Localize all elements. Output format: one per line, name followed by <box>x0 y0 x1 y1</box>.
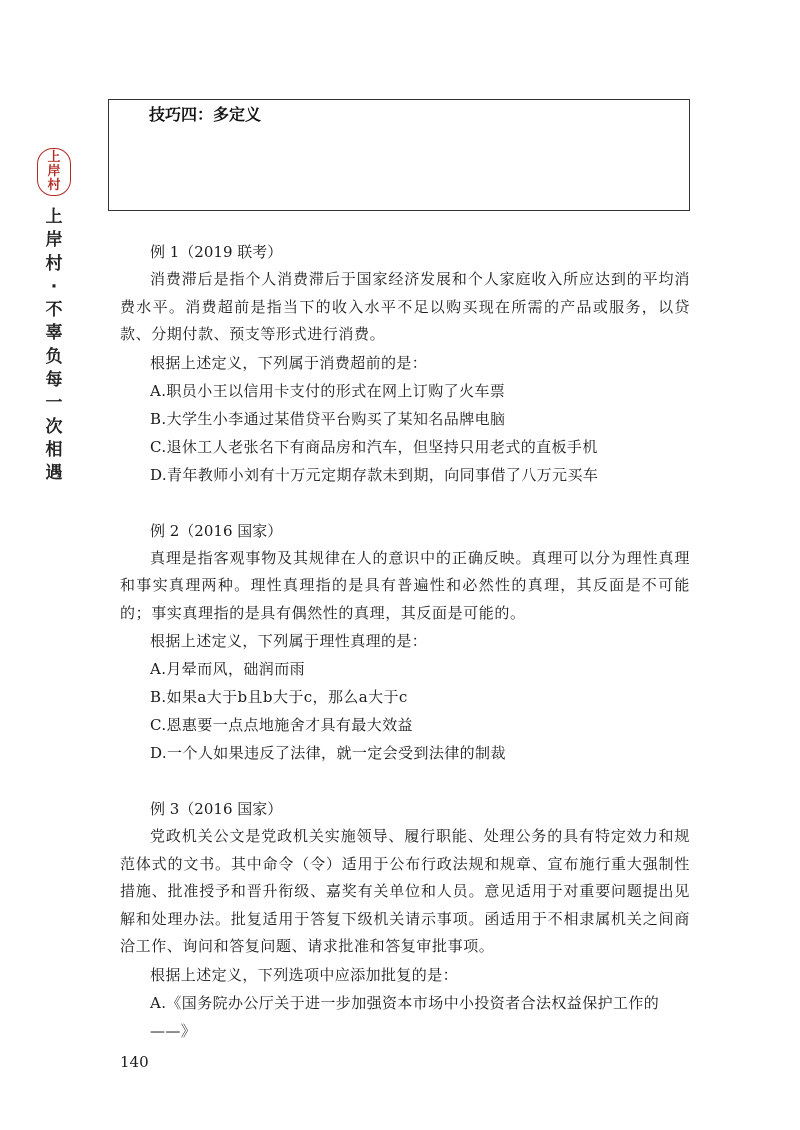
example-3 <box>120 795 690 1045</box>
seal-char: 村 <box>47 178 61 193</box>
example-question: 根据上述定义，下列选项中应添加批复的是： <box>150 965 459 984</box>
example-heading: 例 2（2016 国家） <box>150 521 283 540</box>
slogan-char: · <box>50 276 58 297</box>
seal-char: 岸 <box>47 164 61 179</box>
example-question: 根据上述定义，下列属于消费超前的是： <box>150 353 428 372</box>
option-a: A.月晕而风，础润而雨 <box>150 660 306 678</box>
slogan-char: 不 <box>45 300 63 321</box>
slogan-char: 一 <box>45 393 63 414</box>
example-paragraph: 党政机关公文是党政机关实施领导、履行职能、处理公务的具有特定效力和规范体式的文书。其中命令（令）适用于公布行政法规和规章、宣布施行重大强制性措施、批准授予和晋升衔级、嘉奖有关单位和人员。意见适用于对重要问题提出见解和处理办法。批复适用于答复下级机关请示事项。函适用于不相隶属机关之间商洽工作、询问和答复问题、请求批准和答复审批事项。 <box>120 827 690 955</box>
main-content <box>120 238 690 1073</box>
example-1 <box>120 238 690 489</box>
slogan-char: 负 <box>45 346 63 367</box>
example-question: 根据上述定义，下列属于理性真理的是： <box>150 632 428 650</box>
technique-title: 技巧四：多定义 <box>149 105 262 124</box>
technique-box <box>108 99 690 211</box>
slogan-char: 每 <box>45 370 63 391</box>
slogan-char: 遇 <box>45 463 63 484</box>
page-number: 140 <box>120 1053 149 1071</box>
example-paragraph: 真理是指客观事物及其规律在人的意识中的正确反映。真理可以分为理性真理和事实真理两种。理性真理指的是具有普遍性和必然性的真理，其反面是不可能的；事实真理指的是具有偶然性的真理，其反面是可能的。 <box>120 548 690 622</box>
example-2 <box>120 517 690 768</box>
vertical-slogan <box>46 206 63 486</box>
slogan-char: 岸 <box>45 230 63 251</box>
seal-logo <box>37 148 71 196</box>
option-b: B.大学生小李通过某借贷平台购买了某知名品牌电脑 <box>150 409 506 428</box>
option-a: A.职员小王以信用卡支付的形式在网上订购了火车票 <box>150 381 506 400</box>
slogan-char: 上 <box>45 207 63 227</box>
option-d: D.一个人如果违反了法律，就一定会受到法律的制裁 <box>150 744 506 762</box>
option-a: A.《国务院办公厅关于进一步加强资本市场中小投资者合法权益保护工作的——》 <box>150 993 660 1040</box>
sidebar-brand <box>34 148 74 486</box>
option-d: D.青年教师小刘有十万元定期存款未到期，向同事借了八万元买车 <box>150 465 599 484</box>
option-c: C.退休工人老张名下有商品房和汽车，但坚持只用老式的直板手机 <box>150 437 598 456</box>
example-heading: 例 1（2019 联考） <box>150 243 283 261</box>
example-paragraph: 消费滞后是指个人消费滞后于国家经济发展和个人家庭收入所应达到的平均消费水平。消费超前是指当下的收入水平不足以购买现在所需的产品或服务，以贷款、分期付款、预支等形式进行消费。 <box>120 270 690 343</box>
option-b: B.如果a大于b且b大于c，那么a大于c <box>150 688 408 706</box>
example-heading: 例 3（2016 国家） <box>150 800 283 818</box>
slogan-char: 相 <box>45 439 63 460</box>
option-c: C.恩惠要一点点地施舍才具有最大效益 <box>150 716 413 734</box>
slogan-char: 次 <box>45 416 63 437</box>
slogan-char: 村 <box>45 253 63 274</box>
slogan-char: 辜 <box>45 323 63 344</box>
seal-char: 上 <box>47 150 61 165</box>
